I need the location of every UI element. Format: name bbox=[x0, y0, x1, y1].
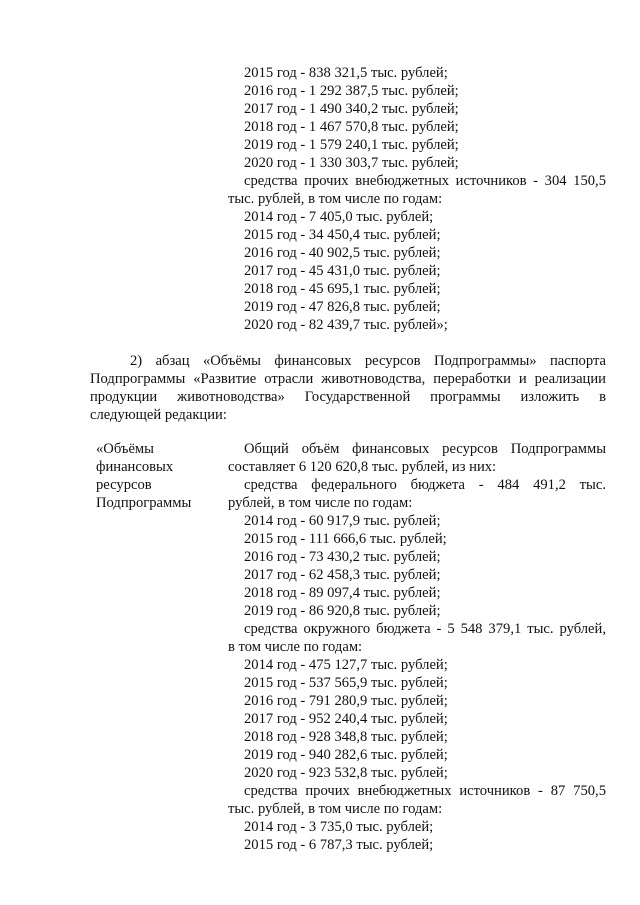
funding-line: 2016 год - 73 430,2 тыс. рублей; bbox=[244, 549, 441, 565]
federal-heading-cont: рублей, в том числе по годам: bbox=[228, 495, 413, 511]
funding-line: 2015 год - 838 321,5 тыс. рублей; bbox=[244, 65, 448, 81]
district-heading: средства окружного бюджета - 5 548 379,1 тыс. рублей, bbox=[244, 621, 606, 637]
funding-line: 2017 год - 45 431,0 тыс. рублей; bbox=[244, 263, 441, 279]
funding-line: 2018 год - 1 467 570,8 тыс. рублей; bbox=[244, 119, 459, 135]
funding-line: 2020 год - 1 330 303,7 тыс. рублей; bbox=[244, 155, 459, 171]
funding-line: 2020 год - 82 439,7 тыс. рублей»; bbox=[244, 317, 448, 333]
paragraph-line: 2) абзац «Объёмы финансовых ресурсов Подпрограммы» паспорта bbox=[130, 353, 606, 369]
label-line: «Объёмы bbox=[96, 441, 154, 457]
paragraph-line: следующей редакции: bbox=[90, 407, 227, 423]
funding-line: 2017 год - 62 458,3 тыс. рублей; bbox=[244, 567, 441, 583]
funding-line: 2018 год - 45 695,1 тыс. рублей; bbox=[244, 281, 441, 297]
funding-line: 2015 год - 6 787,3 тыс. рублей; bbox=[244, 837, 434, 853]
paragraph-line: продукции животноводства» Государственной программы изложить в bbox=[90, 389, 606, 405]
funding-line: 2018 год - 89 097,4 тыс. рублей; bbox=[244, 585, 441, 601]
funding-line: 2014 год - 60 917,9 тыс. рублей; bbox=[244, 513, 441, 529]
extrabudget-heading-cont: тыс. рублей, в том числе по годам: bbox=[228, 801, 443, 817]
extrabudget-heading-cont: тыс. рублей, в том числе по годам: bbox=[228, 191, 443, 207]
funding-line: 2015 год - 537 565,9 тыс. рублей; bbox=[244, 675, 448, 691]
funding-line: 2014 год - 7 405,0 тыс. рублей; bbox=[244, 209, 434, 225]
funding-line: 2019 год - 1 579 240,1 тыс. рублей; bbox=[244, 137, 459, 153]
intro-line: составляет 6 120 620,8 тыс. рублей, из них: bbox=[228, 459, 497, 475]
funding-line: 2020 год - 923 532,8 тыс. рублей; bbox=[244, 765, 448, 781]
funding-line: 2017 год - 952 240,4 тыс. рублей; bbox=[244, 711, 448, 727]
federal-heading: средства федерального бюджета - 484 491,2 тыс. bbox=[244, 477, 606, 493]
label-line: ресурсов bbox=[96, 477, 152, 493]
funding-line: 2016 год - 1 292 387,5 тыс. рублей; bbox=[244, 83, 459, 99]
funding-line: 2019 год - 86 920,8 тыс. рублей; bbox=[244, 603, 441, 619]
intro-line: Общий объём финансовых ресурсов Подпрограммы bbox=[244, 441, 606, 457]
district-heading-cont: в том числе по годам: bbox=[228, 639, 363, 655]
funding-line: 2017 год - 1 490 340,2 тыс. рублей; bbox=[244, 101, 459, 117]
funding-line: 2014 год - 3 735,0 тыс. рублей; bbox=[244, 819, 434, 835]
funding-line: 2016 год - 791 280,9 тыс. рублей; bbox=[244, 693, 448, 709]
funding-line: 2018 год - 928 348,8 тыс. рублей; bbox=[244, 729, 448, 745]
funding-line: 2019 год - 47 826,8 тыс. рублей; bbox=[244, 299, 441, 315]
funding-line: 2019 год - 940 282,6 тыс. рублей; bbox=[244, 747, 448, 763]
extrabudget-heading: средства прочих внебюджетных источников - 87 750,5 bbox=[244, 783, 606, 799]
funding-line: 2015 год - 34 450,4 тыс. рублей; bbox=[244, 227, 441, 243]
paragraph-line: Подпрограммы «Развитие отрасли животноводства, переработки и реализации bbox=[90, 371, 606, 387]
funding-line: 2015 год - 111 666,6 тыс. рублей; bbox=[244, 531, 447, 547]
label-line: Подпрограммы bbox=[96, 495, 192, 511]
label-line: финансовых bbox=[96, 459, 174, 475]
extrabudget-heading: средства прочих внебюджетных источников - 304 150,5 bbox=[244, 173, 606, 189]
funding-line: 2014 год - 475 127,7 тыс. рублей; bbox=[244, 657, 448, 673]
funding-line: 2016 год - 40 902,5 тыс. рублей; bbox=[244, 245, 441, 261]
